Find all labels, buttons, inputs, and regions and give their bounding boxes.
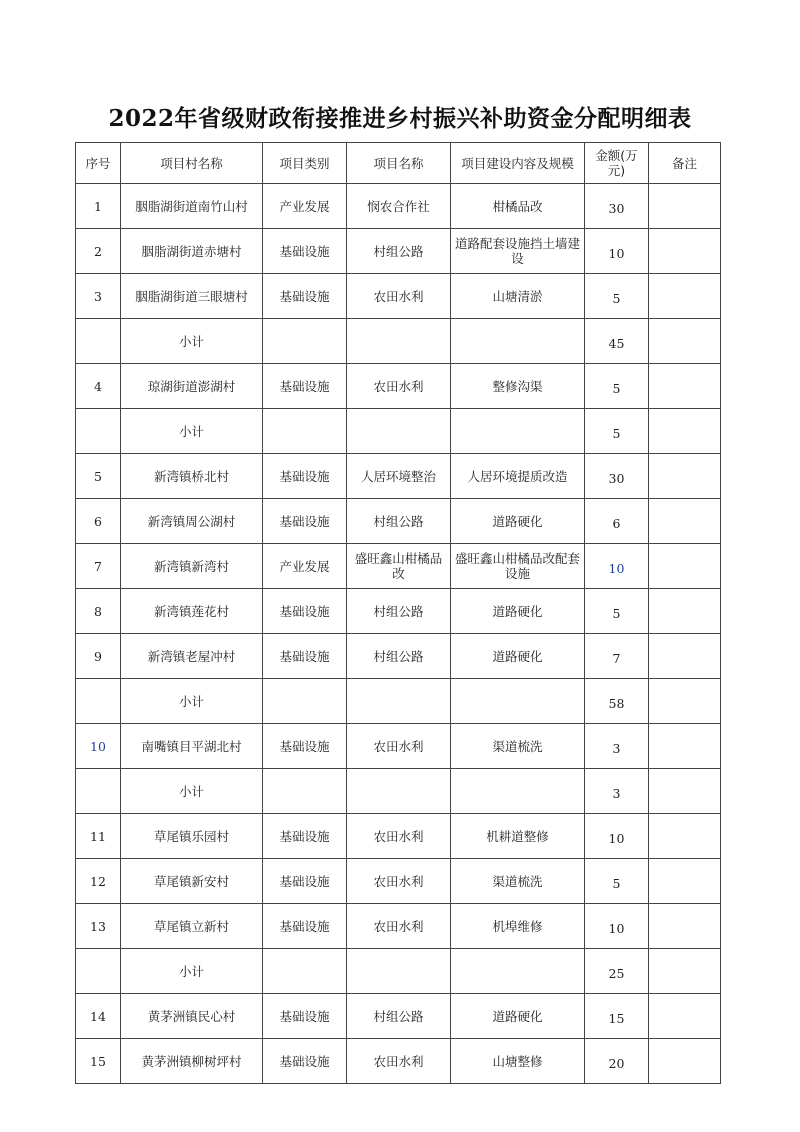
cell-content: 盛旺鑫山柑橘品改配套设施 [451,544,585,589]
cell-remark [649,859,721,904]
cell-project [347,319,451,364]
cell-project: 村组公路 [347,589,451,634]
cell-remark [649,679,721,724]
cell-remark [649,1039,721,1084]
cell-category: 基础设施 [263,499,347,544]
cell-seq: 14 [76,994,121,1039]
cell-content: 渠道梳洗 [451,859,585,904]
cell-category: 基础设施 [263,274,347,319]
cell-seq: 1 [76,184,121,229]
cell-seq: 7 [76,544,121,589]
cell-seq: 9 [76,634,121,679]
table-body [76,184,721,1084]
header-row [76,143,721,184]
cell-village: 小计 [121,319,263,364]
header-project: 项目名称 [347,143,451,184]
cell-content: 道路硬化 [451,499,585,544]
cell-project: 村组公路 [347,499,451,544]
header-remark: 备注 [649,143,721,184]
cell-village: 琼湖街道澎湖村 [121,364,263,409]
cell-remark [649,319,721,364]
cell-seq: 13 [76,904,121,949]
cell-content [451,769,585,814]
cell-amount: 20 [585,1039,649,1084]
cell-village: 小计 [121,949,263,994]
cell-content: 道路硬化 [451,589,585,634]
cell-category: 产业发展 [263,544,347,589]
table-row [76,274,721,319]
cell-category [263,409,347,454]
cell-village: 新湾镇桥北村 [121,454,263,499]
cell-amount: 30 [585,184,649,229]
subtotal-row [76,679,721,724]
cell-seq: 3 [76,274,121,319]
cell-seq [76,409,121,454]
cell-village: 小计 [121,769,263,814]
cell-amount: 6 [585,499,649,544]
header-seq: 序号 [76,143,121,184]
cell-project: 悯农合作社 [347,184,451,229]
table-row [76,364,721,409]
cell-amount: 25 [585,949,649,994]
cell-remark [649,634,721,679]
cell-seq: 8 [76,589,121,634]
cell-project: 人居环境整治 [347,454,451,499]
header-amount: 金额(万元) [585,143,649,184]
cell-seq: 12 [76,859,121,904]
cell-content [451,319,585,364]
cell-amount: 3 [585,769,649,814]
cell-amount: 5 [585,589,649,634]
cell-category: 基础设施 [263,634,347,679]
table-row [76,724,721,769]
cell-seq: 11 [76,814,121,859]
cell-seq: 5 [76,454,121,499]
cell-category: 基础设施 [263,724,347,769]
cell-project: 农田水利 [347,859,451,904]
cell-content: 机耕道整修 [451,814,585,859]
cell-project: 农田水利 [347,904,451,949]
cell-remark [649,229,721,274]
allocation-table [75,142,721,1084]
table-row [76,904,721,949]
cell-remark [649,994,721,1039]
cell-remark [649,454,721,499]
cell-category [263,769,347,814]
cell-project [347,679,451,724]
table-row [76,994,721,1039]
cell-content: 道路硬化 [451,994,585,1039]
cell-remark [649,364,721,409]
cell-village: 黄茅洲镇柳树坪村 [121,1039,263,1084]
cell-amount: 10 [585,814,649,859]
cell-category: 基础设施 [263,1039,347,1084]
table-row [76,454,721,499]
cell-project: 盛旺鑫山柑橘品改 [347,544,451,589]
cell-category: 基础设施 [263,859,347,904]
cell-village: 胭脂湖街道南竹山村 [121,184,263,229]
cell-amount: 5 [585,274,649,319]
cell-project: 农田水利 [347,364,451,409]
cell-remark [649,949,721,994]
cell-content: 人居环境提质改造 [451,454,585,499]
cell-remark [649,184,721,229]
cell-project: 农田水利 [347,724,451,769]
cell-seq: 2 [76,229,121,274]
table-row [76,634,721,679]
header-content: 项目建设内容及规模 [451,143,585,184]
cell-category: 产业发展 [263,184,347,229]
cell-seq: 10 [76,724,121,769]
cell-content: 道路配套设施挡土墙建设 [451,229,585,274]
cell-content: 道路硬化 [451,634,585,679]
cell-project: 农田水利 [347,1039,451,1084]
cell-seq [76,679,121,724]
table-row [76,1039,721,1084]
cell-category: 基础设施 [263,904,347,949]
cell-amount: 10 [585,229,649,274]
cell-village: 小计 [121,409,263,454]
cell-project: 农田水利 [347,274,451,319]
cell-village: 新湾镇周公湖村 [121,499,263,544]
cell-amount: 5 [585,364,649,409]
table-row [76,229,721,274]
subtotal-row [76,769,721,814]
cell-amount: 5 [585,409,649,454]
cell-category [263,679,347,724]
table-row [76,589,721,634]
table-row [76,859,721,904]
cell-seq: 4 [76,364,121,409]
cell-village: 南嘴镇目平湖北村 [121,724,263,769]
cell-category: 基础设施 [263,229,347,274]
cell-seq: 15 [76,1039,121,1084]
cell-seq [76,949,121,994]
cell-project: 村组公路 [347,229,451,274]
cell-amount: 3 [585,724,649,769]
cell-category: 基础设施 [263,589,347,634]
cell-project [347,769,451,814]
cell-amount: 10 [585,544,649,589]
cell-category: 基础设施 [263,994,347,1039]
cell-content: 柑橘品改 [451,184,585,229]
header-village: 项目村名称 [121,143,263,184]
cell-remark [649,904,721,949]
cell-project: 村组公路 [347,994,451,1039]
cell-remark [649,409,721,454]
cell-content: 整修沟渠 [451,364,585,409]
cell-project: 农田水利 [347,814,451,859]
cell-village: 草尾镇新安村 [121,859,263,904]
cell-amount: 30 [585,454,649,499]
cell-remark [649,274,721,319]
cell-content [451,949,585,994]
cell-remark [649,499,721,544]
cell-amount: 5 [585,859,649,904]
cell-village: 草尾镇立新村 [121,904,263,949]
cell-village: 新湾镇新湾村 [121,544,263,589]
subtotal-row [76,949,721,994]
cell-village: 小计 [121,679,263,724]
cell-remark [649,544,721,589]
table-row [76,814,721,859]
cell-category: 基础设施 [263,454,347,499]
cell-content [451,409,585,454]
subtotal-row [76,409,721,454]
cell-village: 黄茅洲镇民心村 [121,994,263,1039]
cell-seq: 6 [76,499,121,544]
cell-village: 新湾镇莲花村 [121,589,263,634]
cell-content: 山塘整修 [451,1039,585,1084]
cell-content [451,679,585,724]
cell-content: 山塘清淤 [451,274,585,319]
cell-amount: 15 [585,994,649,1039]
cell-village: 胭脂湖街道赤塘村 [121,229,263,274]
cell-category: 基础设施 [263,364,347,409]
cell-remark [649,724,721,769]
cell-amount: 7 [585,634,649,679]
cell-amount: 10 [585,904,649,949]
cell-village: 新湾镇老屋冲村 [121,634,263,679]
cell-village: 草尾镇乐园村 [121,814,263,859]
cell-category [263,949,347,994]
document-title: 2022年省级财政衔接推进乡村振兴补助资金分配明细表 [108,105,692,132]
cell-amount: 45 [585,319,649,364]
table-row [76,184,721,229]
cell-category: 基础设施 [263,814,347,859]
cell-project: 村组公路 [347,634,451,679]
cell-category [263,319,347,364]
cell-content: 渠道梳洗 [451,724,585,769]
header-category: 项目类别 [263,143,347,184]
cell-content: 机埠维修 [451,904,585,949]
cell-village: 胭脂湖街道三眼塘村 [121,274,263,319]
subtotal-row [76,319,721,364]
cell-seq [76,319,121,364]
cell-amount: 58 [585,679,649,724]
cell-remark [649,814,721,859]
cell-remark [649,589,721,634]
cell-project [347,949,451,994]
table-row [76,544,721,589]
cell-remark [649,769,721,814]
table-row [76,499,721,544]
cell-project [347,409,451,454]
cell-seq [76,769,121,814]
